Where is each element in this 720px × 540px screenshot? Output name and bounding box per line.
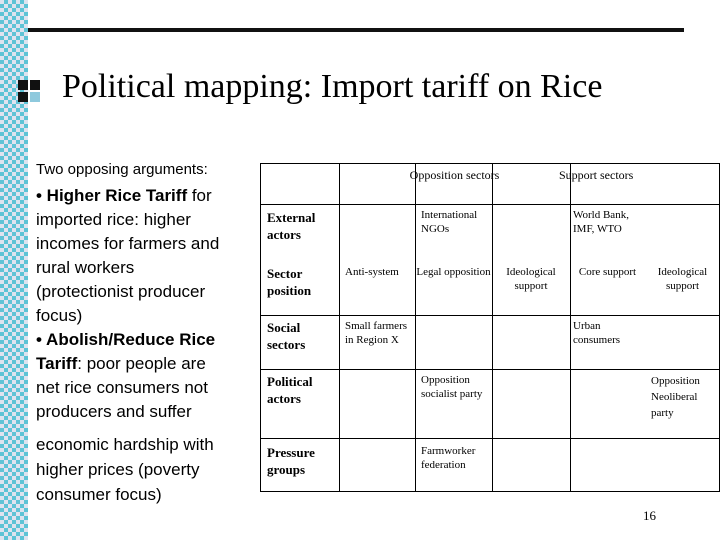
cell-opposition-socialist: Opposition socialist party <box>421 374 483 400</box>
table-divider <box>339 164 340 491</box>
arg1-line: focus) <box>36 306 83 325</box>
table-divider <box>261 438 719 439</box>
argument-consumer-tail <box>36 432 250 507</box>
intro-text: Two opposing arguments: <box>36 161 208 178</box>
arg2-tail-line: higher prices (poverty <box>36 460 200 479</box>
table-divider <box>492 164 493 491</box>
argument-protectionist <box>36 184 250 328</box>
table-divider <box>261 204 719 205</box>
arg2-tail-line: economic hardship with <box>36 435 214 454</box>
arg1-line: (protectionist producer <box>36 282 206 301</box>
cell-ideological-support-opposition: Ideological support <box>506 266 556 292</box>
cell-core-support: Core support <box>578 266 637 278</box>
arg2-line: Tariff: poor people are <box>36 354 206 373</box>
table-divider <box>415 164 416 491</box>
arg1-line: • Higher Rice Tariff for <box>36 186 212 205</box>
arg2-line: • Abolish/Reduce Rice <box>36 330 216 349</box>
cell-urban-consumers: Urban consumers <box>573 320 621 346</box>
opposition-header: Opposition sectors <box>409 168 500 182</box>
slide-title: Political mapping: Import tariff on Rice <box>62 68 603 105</box>
arg2-line: producers and suffer <box>36 402 192 421</box>
cell-international-ngos: International NGOs <box>421 209 478 235</box>
table-divider <box>261 369 719 370</box>
page-number: 16 <box>643 508 656 523</box>
cell-anti-system: Anti-system <box>345 266 399 278</box>
political-map-table <box>260 163 720 492</box>
cell-ideological-support-support: Ideological support <box>657 266 708 292</box>
row-label-political: Political actors <box>267 374 313 406</box>
row-label-social: Social sectors <box>267 320 306 352</box>
support-header: Support sectors <box>559 168 634 182</box>
title-bullet-icon <box>18 80 42 104</box>
argument-consumer <box>36 328 250 424</box>
arg2-tail-line: consumer focus) <box>36 485 162 504</box>
table-divider <box>570 164 571 491</box>
table-divider <box>261 315 719 316</box>
cell-legal-opposition: Legal opposition <box>416 266 491 278</box>
cell-opposition-neoliberal: Opposition Neoliberal party <box>651 375 700 419</box>
arg1-line: imported rice: higher <box>36 210 191 229</box>
arg1-line: rural workers <box>36 258 135 277</box>
cell-small-farmers: Small farmers in Region X <box>345 320 408 346</box>
arguments-text <box>36 160 250 507</box>
row-label-external: External actors <box>267 210 316 242</box>
arg1-line: incomes for farmers and <box>36 234 220 253</box>
title-divider <box>28 28 684 32</box>
cell-world-bank: World Bank, IMF, WTO <box>573 209 629 235</box>
cell-farmworker-federation: Farmworker federation <box>421 445 476 471</box>
row-label-pressure: Pressure groups <box>267 445 315 477</box>
row-label-sector-position: Sector position <box>267 266 312 298</box>
arg2-line: net rice consumers not <box>36 378 208 397</box>
